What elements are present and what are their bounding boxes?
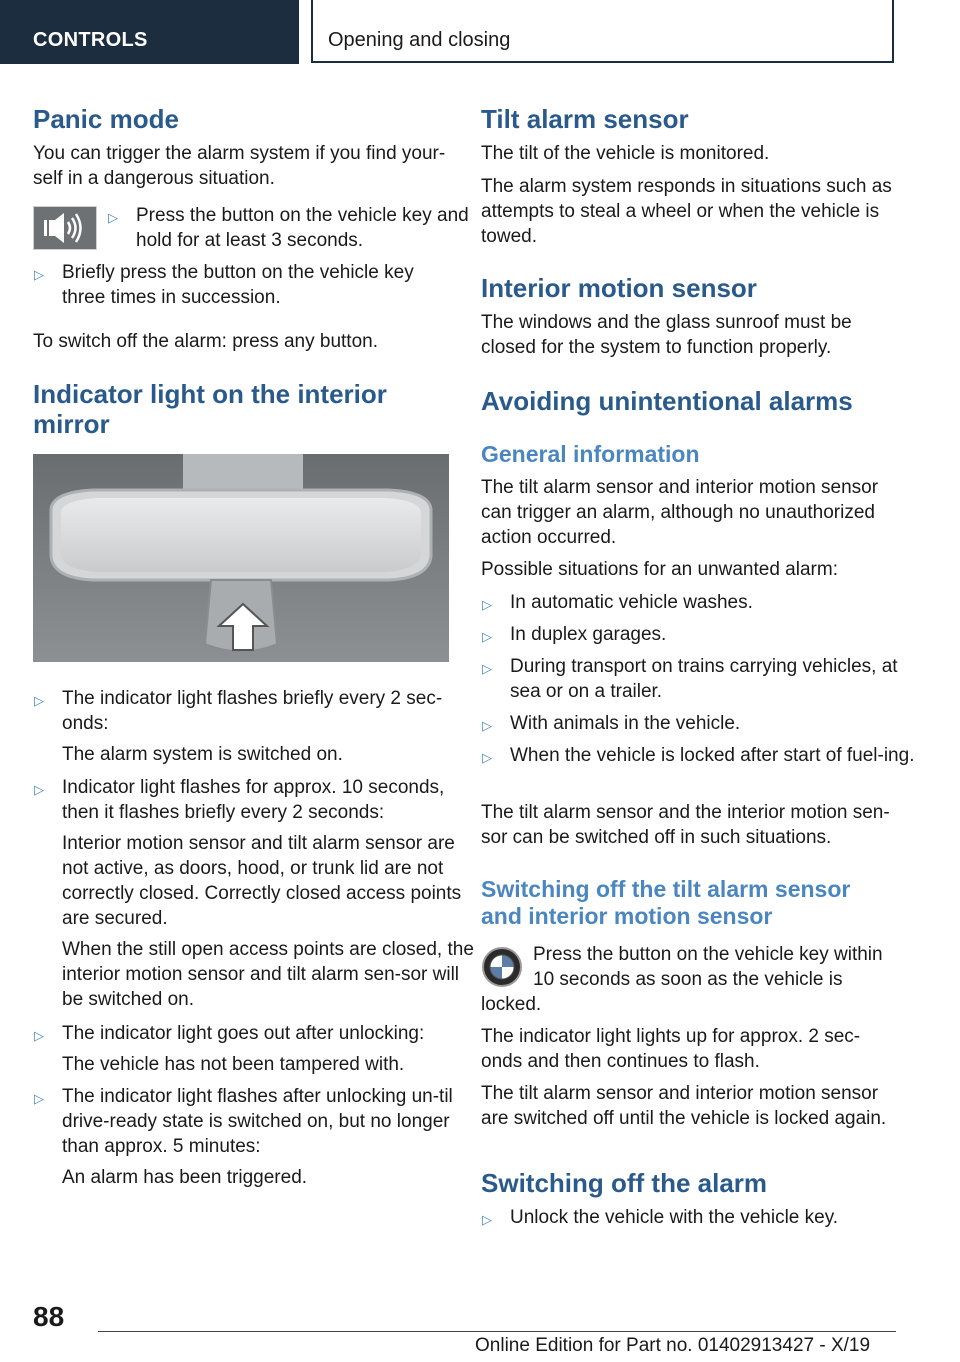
section-label: CONTROLS: [33, 29, 148, 51]
chapter-label: Opening and closing: [328, 29, 511, 51]
bullet-triangle-icon: ▷: [34, 693, 44, 708]
footer-divider: [98, 1331, 896, 1332]
list-item: ▷ The indicator light goes out after unlocking: The vehicle has not been tampered with.: [34, 1023, 425, 1075]
general-text-2: Possible situations for an unwanted alarm:: [481, 559, 838, 580]
panic-button-image: [33, 206, 97, 250]
interior-mirror-image: [33, 454, 449, 662]
switchoff-text-1c: locked.: [481, 994, 542, 1015]
bmw-logo-icon: [481, 946, 523, 988]
heading-interior-motion-sensor: Interior motion sensor: [481, 273, 757, 303]
panic-switch-off: To switch off the alarm: press any button.: [33, 331, 378, 352]
list-item: ▷ During transport on trains carrying vehicles, at sea or on a trailer.: [482, 656, 898, 702]
bullet-triangle-icon: ▷: [34, 1028, 44, 1043]
bullet-triangle-icon: ▷: [482, 750, 492, 765]
list-item: ▷ Unlock the vehicle with the vehicle key.: [481, 1205, 925, 1230]
edition-text: Online Edition for Part no. 01402913427 - X/19: [475, 1335, 871, 1356]
bullet-triangle-icon: ▷: [482, 1212, 492, 1227]
bullet-triangle-icon: ▷: [482, 629, 492, 644]
tilt-text-1: The tilt of the vehicle is monitored.: [481, 143, 770, 164]
list-item: ▷ When the vehicle is locked after start of fuel-ing.: [481, 743, 925, 768]
bullet-triangle-icon: ▷: [34, 782, 44, 797]
bullet-triangle-icon: ▷: [482, 661, 492, 676]
switchoff-text-1a: Press the button on the vehicle key within: [533, 944, 883, 965]
speaker-icon: [34, 207, 96, 249]
heading-switching-off-sensors: Switching off the tilt alarm sensor and interior motion sensor: [481, 876, 851, 929]
list-item: ▷ In automatic vehicle washes.: [481, 590, 925, 615]
list-item: ▷ Press the button on the vehicle key and hold for at least 3 seconds.: [108, 205, 469, 251]
bullet-triangle-icon: ▷: [108, 210, 118, 225]
panic-intro: You can trigger the alarm system if you find your-self in a dangerous situation.: [33, 143, 446, 189]
page-number: 88: [33, 1301, 65, 1332]
heading-general-information: General information: [481, 441, 700, 467]
heading-indicator-light: Indicator light on the interior mirror: [33, 379, 387, 439]
general-text-1: The tilt alarm sensor and interior motion sensor can trigger an alarm, although no unauthorized action occurred.: [481, 477, 879, 548]
list-item: ▷ Indicator light flashes for approx. 10 seconds, then it flashes briefly every 2 seconds: Interior motion sensor and tilt alarm sensor are not active, as doors, hood, or trunk lid are not correctly closed. Correctly closed access points are secured. When the still open access points are closed, the interior motion sensor and tilt alarm sen-sor will be switched on.: [34, 777, 474, 1010]
bullet-triangle-icon: ▷: [482, 597, 492, 612]
tilt-text-2: The alarm system responds in situations such as attempts to steal a wheel or when the vehicle is towed.: [481, 176, 892, 247]
heading-tilt-alarm-sensor: Tilt alarm sensor: [481, 104, 689, 134]
section-tab: [0, 0, 299, 64]
list-item: ▷ Briefly press the button on the vehicle key three times in succession.: [34, 262, 414, 308]
heading-switching-off-alarm: Switching off the alarm: [481, 1168, 768, 1198]
list-item: ▷ The indicator light flashes after unlocking un-til drive-ready state is switched on, but no longer than approx. 5 minutes: An alarm has been triggered.: [34, 1086, 453, 1188]
bullet-triangle-icon: ▷: [34, 267, 44, 282]
heading-panic-mode: Panic mode: [33, 104, 179, 134]
switchoff-text-3: The tilt alarm sensor and interior motion sensor are switched off until the vehicle is locked again.: [481, 1083, 887, 1129]
list-item: ▷ With animals in the vehicle.: [481, 711, 925, 736]
heading-avoiding-alarms: Avoiding unintentional alarms: [481, 386, 853, 416]
list-item: ▷ In duplex garages.: [481, 622, 925, 647]
switchoff-text-2: The indicator light lights up for approx. 2 sec-onds and then continues to flash.: [481, 1026, 861, 1072]
list-item: ▷ The indicator light flashes briefly every 2 sec-onds: The alarm system is switched on.: [34, 688, 443, 765]
bullet-triangle-icon: ▷: [482, 718, 492, 733]
chapter-tab: [311, 0, 894, 63]
motion-text: The windows and the glass sunroof must be closed for the system to function properly.: [481, 312, 852, 358]
bullet-triangle-icon: ▷: [34, 1091, 44, 1106]
general-text-3: The tilt alarm sensor and the interior motion sen-sor can be switched off in such situations.: [481, 802, 890, 848]
switchoff-text-1b: 10 seconds as soon as the vehicle is: [533, 969, 843, 990]
